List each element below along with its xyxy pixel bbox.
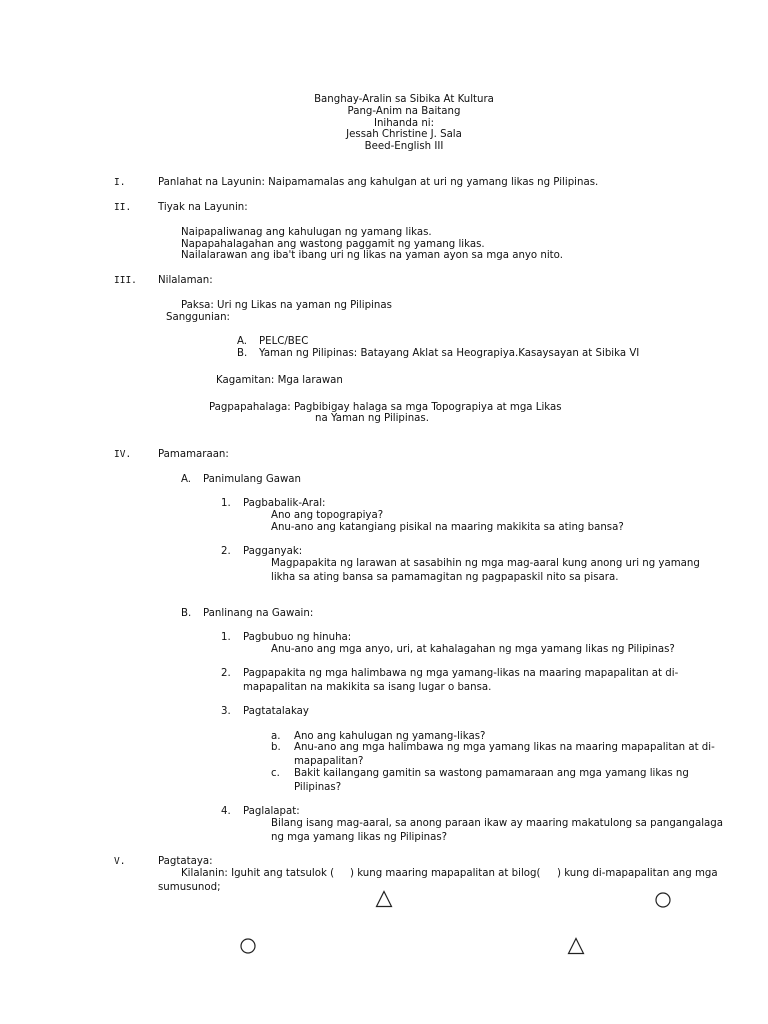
section-5-numeral: V. (114, 856, 126, 867)
step-line: Pagpapakita ng mga halimbawa ng mga yamang-likas na maaring mapapalitan at di- (243, 668, 679, 679)
pagpapahalaga-line-2: na Yaman ng Pilipinas. (315, 413, 429, 424)
section-1-numeral: I. (114, 177, 126, 188)
kagamitan: Kagamitan: Mga larawan (216, 375, 343, 386)
part-a-letter: A. (181, 474, 192, 485)
step-title: Pagtatalakay (243, 706, 309, 717)
part-a-title: Panimulang Gawan (203, 474, 301, 485)
instruction-line-2: sumusunod; (158, 882, 221, 893)
triangle-icon (567, 937, 585, 955)
triangle-icon (375, 890, 393, 908)
circle-icon (654, 891, 672, 909)
section-3-heading: Nilalaman: (158, 275, 213, 286)
question-letter: c. (271, 768, 280, 779)
reference-letter: A. (237, 336, 248, 347)
instruction-part-1: Kilalanin: Iguhit ang tatsulok ( (181, 868, 335, 879)
step-title: Pagganyak: (243, 546, 303, 557)
step-line: likha sa ating bansa sa pamamagitan ng pagpapaskil nito sa pisara. (271, 572, 619, 583)
sanggunian-label: Sanggunian: (166, 312, 230, 323)
step-line: Anu-ano ang mga anyo, uri, at kahalagahan ng mga yamang likas ng Pilipinas? (271, 644, 675, 655)
section-4-numeral: IV. (114, 449, 132, 460)
step-number: 1. (221, 498, 231, 509)
step-line: Magpapakita ng larawan at sasabihin ng mga mag-aaral kung anong uri ng yamang (271, 558, 700, 569)
section-3-numeral: III. (114, 275, 137, 286)
circle-icon (239, 937, 257, 955)
step-line: Bilang isang mag-aaral, sa anong paraan ikaw ay maaring makatulong sa pangangalaga (271, 818, 723, 829)
step-number: 1. (221, 632, 231, 643)
question-line: Pilipinas? (294, 782, 342, 793)
question-line: Ano ang kahulugan ng yamang-likas? (294, 731, 486, 742)
question-line: Bakit kailangang gamitin sa wastong pamamaraan ang mga yamang likas ng (294, 768, 689, 779)
question-letter: a. (271, 731, 281, 742)
step-line: Ano ang topograpiya? (271, 510, 384, 521)
section-4-heading: Pamamaraan: (158, 449, 229, 460)
prepared-by-label: Inihanda ni: (373, 118, 435, 129)
objective-item: Napapahalagahan ang wastong paggamit ng yamang likas. (181, 239, 485, 250)
section-2-heading: Tiyak na Layunin: (158, 202, 248, 213)
author-course: Beed-English III (364, 141, 444, 152)
objective-item: Naipapaliwanag ang kahulugan ng yamang likas. (181, 227, 432, 238)
step-line: mapapalitan na makikita sa isang lugar o bansa. (243, 682, 492, 693)
step-line: Anu-ano ang katangiang pisikal na maaring makikita sa ating bansa? (271, 522, 624, 533)
lesson-title: Banghay-Aralin sa Sibika At Kultura (314, 94, 494, 105)
step-title: Pagbubuo ng hinuha: (243, 632, 352, 643)
part-b-title: Panlinang na Gawain: (203, 608, 314, 619)
part-b-letter: B. (181, 608, 192, 619)
reference-text: Yaman ng Pilipinas: Batayang Aklat sa Heograpiya.Kasaysayan at Sibika VI (259, 348, 640, 359)
author-name: Jessah Christine J. Sala (346, 129, 462, 140)
reference-text: PELC/BEC (259, 336, 309, 347)
reference-letter: B. (237, 348, 248, 359)
question-line: Anu-ano ang mga halimbawa ng mga yamang likas na maaring mapapalitan at di- (294, 742, 715, 753)
paksa: Paksa: Uri ng Likas na yaman ng Pilipinas (181, 300, 392, 311)
question-line: mapapalitan? (294, 756, 364, 767)
step-number: 4. (221, 806, 231, 817)
step-number: 2. (221, 668, 231, 679)
objective-item: Nailalarawan ang iba't ibang uri ng likas na yaman ayon sa mga anyo nito. (181, 250, 563, 261)
step-number: 3. (221, 706, 231, 717)
grade-level: Pang-Anim na Baitang (347, 106, 461, 117)
instruction-part-2: ) kung maaring mapapalitan at bilog( (350, 868, 541, 879)
section-2-numeral: II. (114, 202, 132, 213)
step-title: Pagbabalik-Aral: (243, 498, 326, 509)
pagpapahalaga-line-1: Pagpapahalaga: Pagbibigay halaga sa mga Topograpiya at mga Likas (209, 402, 562, 413)
step-title: Paglalapat: (243, 806, 300, 817)
instruction-part-3: ) kung di-mapapalitan ang mga (557, 868, 718, 879)
step-line: ng mga yamang likas ng Pilipinas? (271, 832, 448, 843)
section-1-text: Panlahat na Layunin: Naipamamalas ang kahulgan at uri ng yamang likas ng Pilipinas. (158, 177, 599, 188)
section-5-heading: Pagtataya: (158, 856, 213, 867)
question-letter: b. (271, 742, 281, 753)
step-number: 2. (221, 546, 231, 557)
